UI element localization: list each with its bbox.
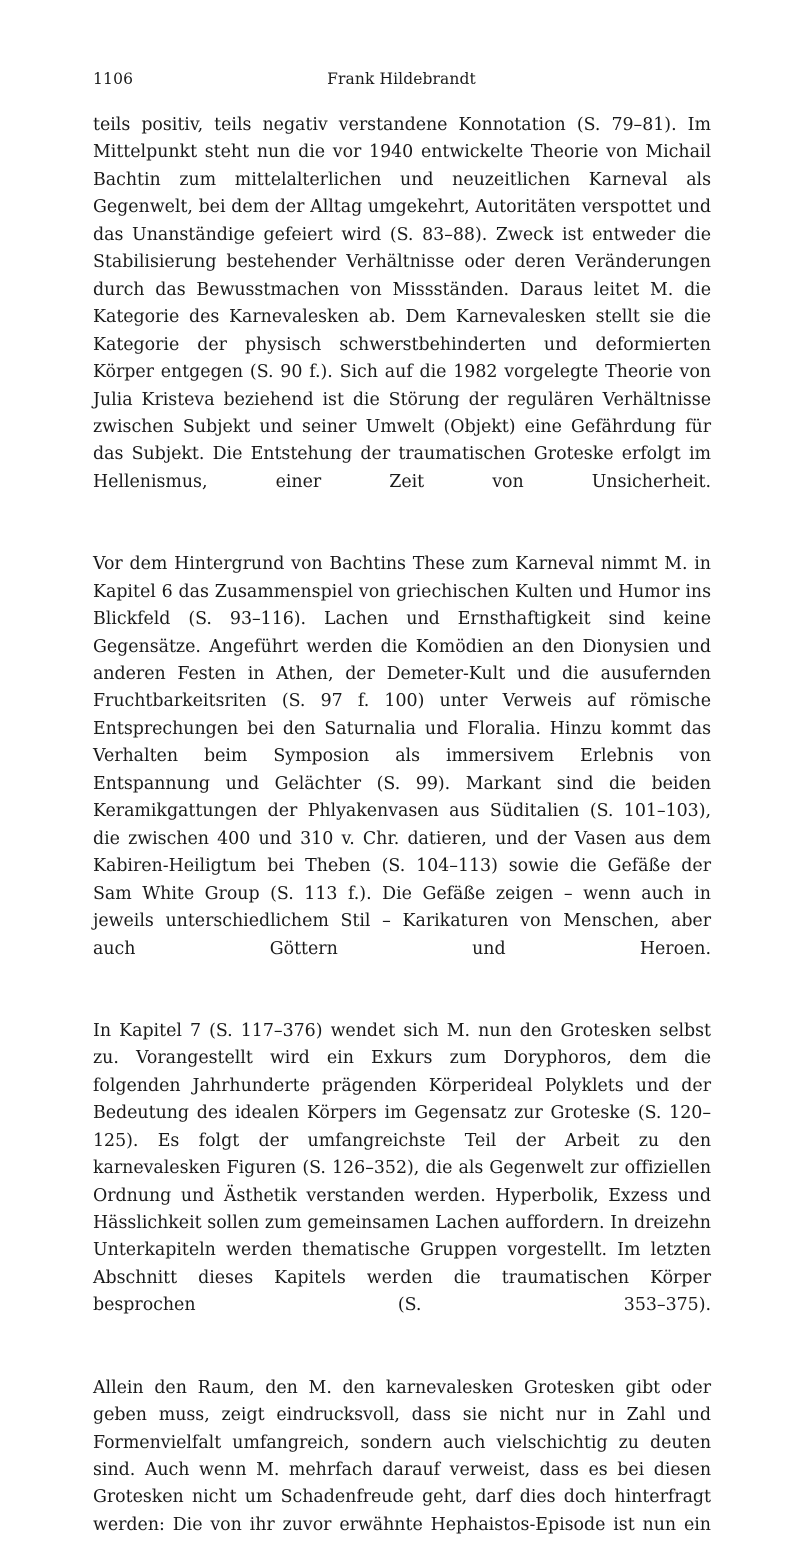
body-paragraph: Allein den Raum, den M. den karnevalesken Grotesken gibt oder geben muss, zeigt eindrucksvoll, dass sie nicht nur in Zahl und Formenvielfalt umfangreich, sondern auch vielschichtig zu deuten sind. Auch wenn M. mehrfach darauf verweist, dass es bei diesen Grotesken nicht um Schadenfreude geht, darf dies doch hinterfragt werden: Die von ihr zuvor erwähnte Hephaistos-Episode ist nun ein — [93, 1377, 711, 1535]
body-paragraph: Vor dem Hintergrund von Bachtins These zum Karneval nimmt M. in Kapitel 6 das Zusammenspiel von griechischen Kulten und Humor ins Blickfeld (S. 93–116). Lachen und Ernsthaftigkeit sind keine Gegensätze. Angeführt werden die Komödien an den Dionysien und anderen Festen in Athen, der Demeter-Kult und die ausufernden Fruchtbarkeitsriten (S. 97 f. 100) unter Verweis auf römische Entsprechungen bei den Saturnalia und Floralia. Hinzu kommt das Verhalten beim Symposion als immersivem Erlebnis von Entspannung und Gelächter (S. 99). Markant sind die beiden Keramikgattungen der Phlyakenvasen aus Süditalien (S. 101–103), die zwischen 400 und 310 v. Chr. datieren, und der Vasen aus dem Kabiren-Heiligtum bei Theben (S. 104–113) sowie die Gefäße der Sam White Group (S. 113 f.). Die Gefäße zeigen – wenn auch in jeweils unterschiedlichem Stil – Karikaturen von Menschen, aber auch Göttern und Heroen. — [93, 554, 711, 959]
running-head-author: Frank Hildebrandt — [327, 70, 476, 88]
page-number: 1106 — [93, 70, 134, 88]
body-text-block — [93, 112, 711, 1567]
body-paragraph: teils positiv, teils negativ verstandene Konnotation (S. 79–81). Im Mittelpunkt steht nun die vor 1940 entwickelte Theorie von Michail Bachtin zum mittelalterlichen und neuzeitlichen Karneval als Gegenwelt, bei dem der Alltag umgekehrt, Autoritäten verspottet und das Unanständige gefeiert wird (S. 83–88). Zweck ist entweder die Stabilisierung bestehender Verhältnisse oder deren Veränderungen durch das Bewusstmachen von Missständen. Daraus leitet M. die Kategorie des Karnevalesken ab. Dem Karnevalesken stellt sie die Kategorie der physisch schwerstbehinderten und deformierten Körper entgegen (S. 90 f.). Sich auf die 1982 vorgelegte Theorie von Julia Kristeva beziehend ist die Störung der regulären Verhältnisse zwischen Subjekt und seiner Umwelt (Objekt) eine Gefährdung für das Subjekt. Die Entstehung der traumatischen Groteske erfolgt im Hellenismus, einer Zeit von Unsicherheit. — [93, 115, 712, 492]
running-head — [93, 68, 710, 90]
body-paragraph: In Kapitel 7 (S. 117–376) wendet sich M. nun den Grotesken selbst zu. Vorangestellt wird ein Exkurs zum Doryphoros, dem die folgenden Jahrhunderte prägenden Körperideal Polyklets und der Bedeutung des idealen Körpers im Gegensatz zur Groteske (S. 120–125). Es folgt der umfangreichste Teil der Arbeit zu den karnevalesken Figuren (S. 126–352), die als Gegenwelt zur offiziellen Ordnung und Ästhetik verstanden werden. Hyperbolik, Exzess und Hässlichkeit sollen zum gemeinsamen Lachen auffordern. In dreizehn Unterkapiteln werden thematische Gruppen vorgestellt. Im letzten Abschnitt dieses Kapitels werden die traumatischen Körper besprochen (S. 353–375). — [93, 1020, 711, 1316]
